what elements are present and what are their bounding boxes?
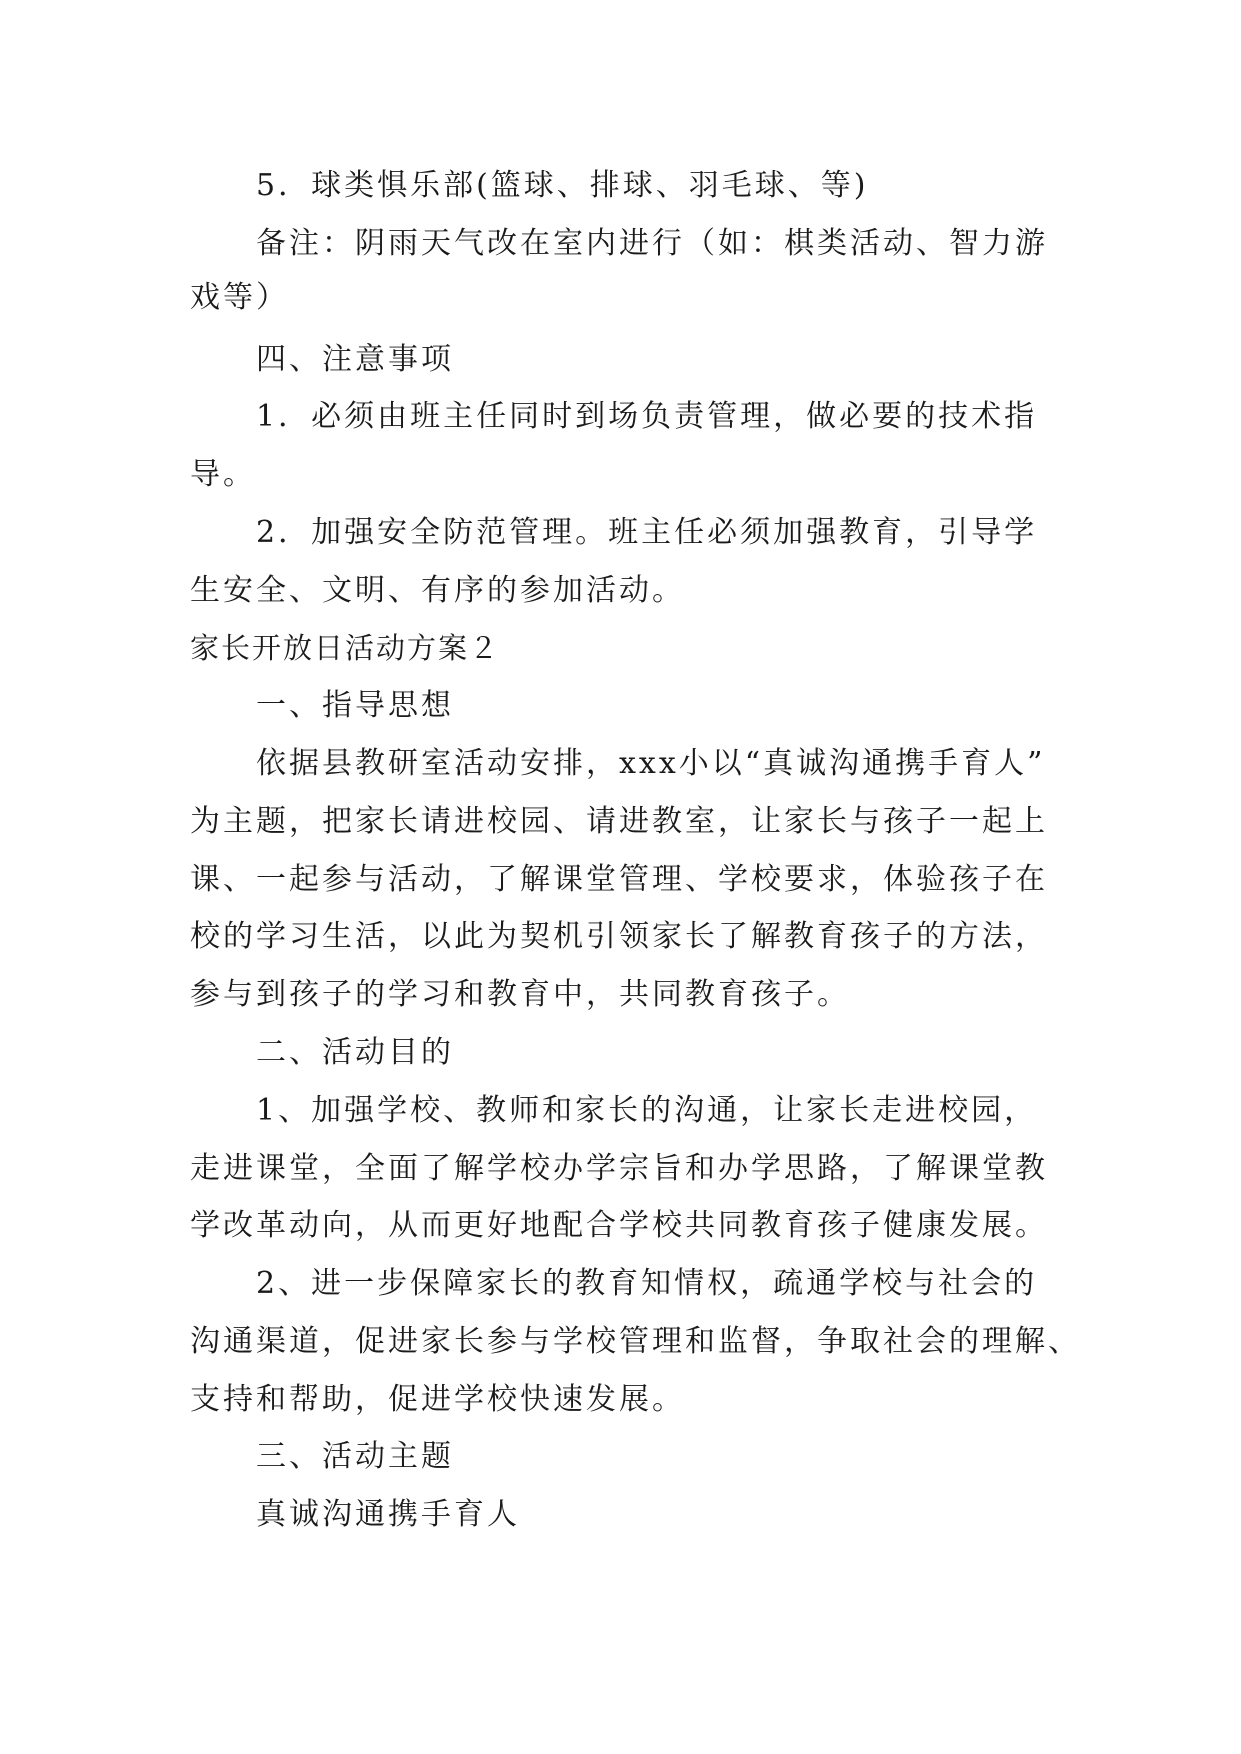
purpose-item-1-continued: 走进课堂，全面了解学校办学宗旨和办学思路，了解课堂教 [190,1151,1048,1186]
section-heading-precautions: 四、注意事项 [256,342,454,377]
list-item-ball-clubs: 5．球类惧乐部(篮球、排球、羽毛球、等) [256,168,869,203]
section-heading-guiding-ideology: 一、指导思想 [256,688,454,723]
paragraph-line: 校的学习生活，以此为契机引领家长了解教育孩子的方法， [190,919,1048,954]
precaution-item-2-continued: 生安全、文明、有序的参加活动。 [190,573,685,608]
theme-text: 真诚沟通携手育人 [256,1497,520,1532]
paragraph-line: 为主题，把家长请进校园、请进教室，让家长与孩子一起上 [190,804,1048,839]
section-heading-theme: 三、活动主题 [256,1439,454,1474]
precaution-item-2: 2．加强安全防范管理。班主任必须加强教育，引导学 [256,515,1038,550]
note-text-continued: 戏等） [190,280,289,315]
section-heading-purpose: 二、活动目的 [256,1035,454,1070]
note-text: 备注：阴雨天气改在室内进行（如：棋类活动、智力游 [256,226,1048,261]
purpose-item-2-continued: 支持和帮助，促进学校快速发展。 [190,1382,685,1417]
purpose-item-2: 2、进一步保障家长的教育知情权，疏通学校与社会的 [256,1266,1038,1301]
purpose-item-2-continued: 沟通渠道，促进家长参与学校管理和监督，争取社会的理解、 [190,1324,1081,1359]
precaution-item-1-continued: 导。 [190,457,256,492]
paragraph-line: 课、一起参与活动，了解课堂管理、学校要求，体验孩子在 [190,862,1048,897]
precaution-item-1: 1．必须由班主任同时到场负责管理，做必要的技术指 [256,399,1038,434]
paragraph-line: 参与到孩子的学习和教育中，共同教育孩子。 [190,977,850,1012]
plan-title: 家长开放日活动方案２ [190,631,501,665]
paragraph-line: 依据县教研室活动安排，xxx小以“真诚沟通携手育人” [256,746,1046,781]
purpose-item-1-continued: 学改革动向，从而更好地配合学校共同教育孩子健康发展。 [190,1208,1048,1243]
purpose-item-1: 1、加强学校、教师和家长的沟通，让家长走进校园， [256,1093,1038,1128]
